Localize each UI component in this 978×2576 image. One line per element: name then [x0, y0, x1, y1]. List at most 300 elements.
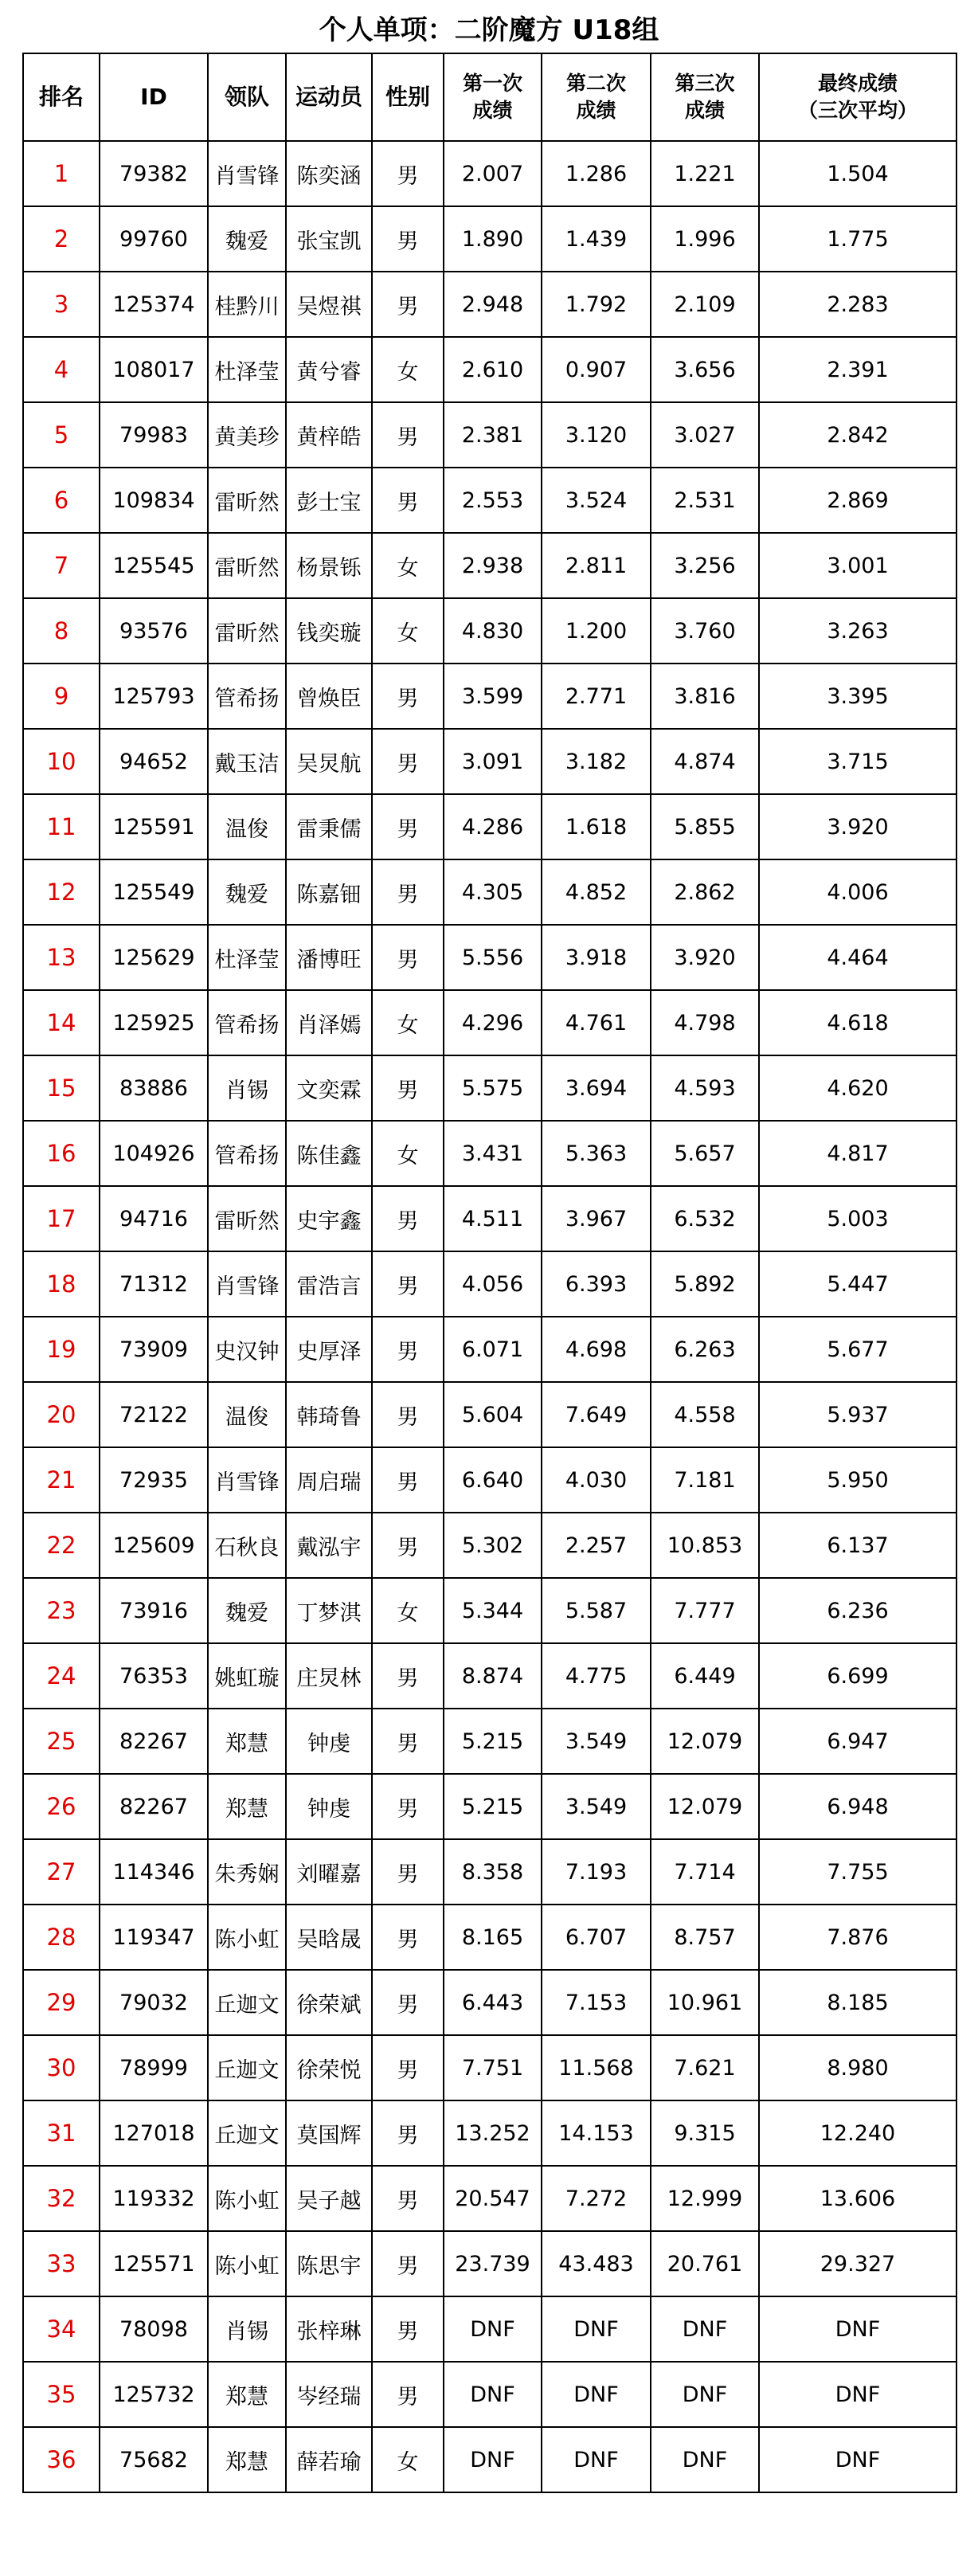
athlete-cell: 韩琦鲁 [286, 1382, 372, 1447]
table-row [23, 141, 956, 206]
final-cell: 3.920 [759, 794, 956, 859]
round1-cell: 4.305 [444, 859, 542, 925]
table-row [23, 1905, 956, 1970]
id-cell: 125571 [100, 2231, 208, 2296]
gender-cell: 男 [372, 1643, 444, 1709]
gender-cell: 男 [372, 2100, 444, 2166]
rank-cell: 32 [23, 2166, 100, 2231]
header-round3-line1: 第三次 [675, 72, 735, 95]
id-cell: 125629 [100, 925, 208, 990]
round2-cell: 4.775 [542, 1643, 651, 1709]
final-cell: 3.001 [759, 533, 956, 598]
round3-cell: 9.315 [651, 2100, 759, 2166]
round1-cell: 8.358 [444, 1839, 542, 1905]
gender-cell: 男 [372, 1382, 444, 1447]
round3-cell: 7.181 [651, 1447, 759, 1513]
table-row [23, 1121, 956, 1186]
gender-cell: 女 [372, 990, 444, 1055]
leader-cell: 朱秀娴 [208, 1839, 286, 1905]
table-row [23, 729, 956, 794]
round1-cell: 6.443 [444, 1970, 542, 2035]
leader-cell: 郑慧 [208, 2362, 286, 2427]
rank-cell: 12 [23, 859, 100, 925]
athlete-cell: 陈佳鑫 [286, 1121, 372, 1186]
gender-cell: 女 [372, 1578, 444, 1643]
round3-cell: 2.531 [651, 468, 759, 533]
leader-cell: 魏爱 [208, 859, 286, 925]
athlete-cell: 雷浩言 [286, 1251, 372, 1317]
round2-cell: 3.549 [542, 1709, 651, 1774]
id-cell: 119347 [100, 1905, 208, 1970]
athlete-cell: 戴泓宇 [286, 1513, 372, 1578]
table-row [23, 990, 956, 1055]
round2-cell: 1.286 [542, 141, 651, 206]
round1-cell: 4.830 [444, 598, 542, 664]
round1-cell: DNF [444, 2427, 542, 2492]
id-cell: 79983 [100, 402, 208, 468]
leader-cell: 丘迦文 [208, 2100, 286, 2166]
leader-cell: 雷昕然 [208, 598, 286, 664]
round1-cell: 2.007 [444, 141, 542, 206]
final-cell: 6.948 [759, 1774, 956, 1839]
athlete-cell: 薛若瑜 [286, 2427, 372, 2492]
athlete-cell: 周启瑞 [286, 1447, 372, 1513]
round3-cell: DNF [651, 2362, 759, 2427]
round1-cell: 13.252 [444, 2100, 542, 2166]
header-round1-line1: 第一次 [462, 72, 522, 95]
header-leader: 领队 [208, 53, 286, 141]
final-cell: 2.391 [759, 337, 956, 402]
final-cell: 6.947 [759, 1709, 956, 1774]
round2-cell: 7.193 [542, 1839, 651, 1905]
gender-cell: 男 [372, 1905, 444, 1970]
id-cell: 71312 [100, 1251, 208, 1317]
rank-cell: 6 [23, 468, 100, 533]
rank-cell: 35 [23, 2362, 100, 2427]
round1-cell: 5.556 [444, 925, 542, 990]
athlete-cell: 吴子越 [286, 2166, 372, 2231]
table-row [23, 664, 956, 729]
id-cell: 99760 [100, 206, 208, 272]
rank-cell: 16 [23, 1121, 100, 1186]
round2-cell: 3.120 [542, 402, 651, 468]
final-cell: 3.263 [759, 598, 956, 664]
round1-cell: 5.215 [444, 1774, 542, 1839]
athlete-cell: 雷秉儒 [286, 794, 372, 859]
header-round3-line2: 成绩 [684, 99, 725, 122]
table-row [23, 1643, 956, 1709]
leader-cell: 杜泽莹 [208, 925, 286, 990]
athlete-cell: 庄炅林 [286, 1643, 372, 1709]
final-cell: 4.620 [759, 1055, 956, 1121]
round2-cell: 3.694 [542, 1055, 651, 1121]
athlete-cell: 文奕霖 [286, 1055, 372, 1121]
table-row [23, 1251, 956, 1317]
final-cell: 5.003 [759, 1186, 956, 1251]
gender-cell: 男 [372, 141, 444, 206]
final-cell: 6.699 [759, 1643, 956, 1709]
round3-cell: 3.920 [651, 925, 759, 990]
round1-cell: 4.056 [444, 1251, 542, 1317]
round2-cell: 7.649 [542, 1382, 651, 1447]
gender-cell: 男 [372, 2035, 444, 2100]
rank-cell: 10 [23, 729, 100, 794]
final-cell: 12.240 [759, 2100, 956, 2166]
id-cell: 108017 [100, 337, 208, 402]
round1-cell: 1.890 [444, 206, 542, 272]
table-row [23, 1317, 956, 1382]
rank-cell: 31 [23, 2100, 100, 2166]
round3-cell: 2.862 [651, 859, 759, 925]
athlete-cell: 吴煜祺 [286, 272, 372, 337]
table-header [23, 53, 956, 141]
leader-cell: 陈小虹 [208, 2231, 286, 2296]
rank-cell: 17 [23, 1186, 100, 1251]
round1-cell: 20.547 [444, 2166, 542, 2231]
header-row [23, 53, 956, 141]
gender-cell: 男 [372, 1447, 444, 1513]
final-cell: 7.876 [759, 1905, 956, 1970]
athlete-cell: 肖泽嫣 [286, 990, 372, 1055]
athlete-cell: 钟虔 [286, 1774, 372, 1839]
leader-cell: 戴玉洁 [208, 729, 286, 794]
round3-cell: 6.532 [651, 1186, 759, 1251]
athlete-cell: 黄梓皓 [286, 402, 372, 468]
leader-cell: 雷昕然 [208, 533, 286, 598]
round3-cell: 3.760 [651, 598, 759, 664]
round1-cell: 4.286 [444, 794, 542, 859]
round2-cell: 4.852 [542, 859, 651, 925]
round3-cell: 7.621 [651, 2035, 759, 2100]
round3-cell: 12.079 [651, 1709, 759, 1774]
final-cell: DNF [759, 2296, 956, 2362]
athlete-cell: 丁梦淇 [286, 1578, 372, 1643]
table-row [23, 2035, 956, 2100]
round3-cell: 8.757 [651, 1905, 759, 1970]
id-cell: 125925 [100, 990, 208, 1055]
round1-cell: 8.165 [444, 1905, 542, 1970]
leader-cell: 郑慧 [208, 1709, 286, 1774]
round3-cell: 4.593 [651, 1055, 759, 1121]
round3-cell: 5.657 [651, 1121, 759, 1186]
round2-cell: 3.549 [542, 1774, 651, 1839]
id-cell: 75682 [100, 2427, 208, 2492]
round3-cell: 4.874 [651, 729, 759, 794]
table-body [23, 141, 956, 2492]
round1-cell: 3.091 [444, 729, 542, 794]
final-cell: 1.775 [759, 206, 956, 272]
header-round2-line1: 第二次 [565, 72, 626, 95]
round2-cell: 5.363 [542, 1121, 651, 1186]
round1-cell: 3.431 [444, 1121, 542, 1186]
table-row [23, 2296, 956, 2362]
header-final [759, 53, 956, 141]
round1-cell: 2.553 [444, 468, 542, 533]
round2-cell: DNF [542, 2362, 651, 2427]
leader-cell: 石秋良 [208, 1513, 286, 1578]
final-cell: 8.980 [759, 2035, 956, 2100]
table-row [23, 1447, 956, 1513]
round2-cell: 14.153 [542, 2100, 651, 2166]
gender-cell: 男 [372, 1513, 444, 1578]
leader-cell: 桂黔川 [208, 272, 286, 337]
header-round2 [542, 53, 651, 141]
rank-cell: 36 [23, 2427, 100, 2492]
round1-cell: DNF [444, 2296, 542, 2362]
id-cell: 93576 [100, 598, 208, 664]
round3-cell: 1.221 [651, 141, 759, 206]
final-cell: 5.937 [759, 1382, 956, 1447]
header-athlete: 运动员 [286, 53, 372, 141]
gender-cell: 女 [372, 598, 444, 664]
round2-cell: 3.524 [542, 468, 651, 533]
athlete-cell: 莫国辉 [286, 2100, 372, 2166]
athlete-cell: 钟虔 [286, 1709, 372, 1774]
round3-cell: 10.961 [651, 1970, 759, 2035]
gender-cell: 男 [372, 859, 444, 925]
rank-cell: 21 [23, 1447, 100, 1513]
header-final-line1: 最终成绩 [817, 72, 898, 95]
round1-cell: 2.938 [444, 533, 542, 598]
id-cell: 94652 [100, 729, 208, 794]
table-row [23, 206, 956, 272]
round1-cell: 6.071 [444, 1317, 542, 1382]
leader-cell: 黄美珍 [208, 402, 286, 468]
rank-cell: 29 [23, 1970, 100, 2035]
id-cell: 73916 [100, 1578, 208, 1643]
round2-cell: DNF [542, 2296, 651, 2362]
leader-cell: 丘迦文 [208, 1970, 286, 2035]
final-cell: 4.618 [759, 990, 956, 1055]
rank-cell: 23 [23, 1578, 100, 1643]
table-row [23, 794, 956, 859]
header-final-line2: （三次平均） [797, 99, 917, 122]
leader-cell: 魏爱 [208, 206, 286, 272]
results-table [22, 53, 957, 2493]
rank-cell: 18 [23, 1251, 100, 1317]
gender-cell: 男 [372, 1317, 444, 1382]
leader-cell: 陈小虹 [208, 1905, 286, 1970]
round2-cell: DNF [542, 2427, 651, 2492]
rank-cell: 26 [23, 1774, 100, 1839]
id-cell: 125374 [100, 272, 208, 337]
round1-cell: 8.874 [444, 1643, 542, 1709]
round3-cell: 1.996 [651, 206, 759, 272]
rank-cell: 9 [23, 664, 100, 729]
round1-cell: 5.575 [444, 1055, 542, 1121]
final-cell: DNF [759, 2362, 956, 2427]
athlete-cell: 岑经瑞 [286, 2362, 372, 2427]
leader-cell: 管希扬 [208, 1121, 286, 1186]
leader-cell: 温俊 [208, 1382, 286, 1447]
round1-cell: 5.604 [444, 1382, 542, 1447]
header-id: ID [100, 53, 208, 141]
round2-cell: 1.439 [542, 206, 651, 272]
round2-cell: 3.918 [542, 925, 651, 990]
table-row [23, 337, 956, 402]
header-round1 [444, 53, 542, 141]
table-row [23, 859, 956, 925]
table-row [23, 2100, 956, 2166]
round2-cell: 4.698 [542, 1317, 651, 1382]
round1-cell: 7.751 [444, 2035, 542, 2100]
table-row [23, 1970, 956, 2035]
leader-cell: 温俊 [208, 794, 286, 859]
leader-cell: 陈小虹 [208, 2166, 286, 2231]
athlete-cell: 彭士宝 [286, 468, 372, 533]
id-cell: 72935 [100, 1447, 208, 1513]
gender-cell: 男 [372, 664, 444, 729]
athlete-cell: 吴炅航 [286, 729, 372, 794]
id-cell: 83886 [100, 1055, 208, 1121]
final-cell: 5.677 [759, 1317, 956, 1382]
rank-cell: 20 [23, 1382, 100, 1447]
gender-cell: 男 [372, 1055, 444, 1121]
rank-cell: 27 [23, 1839, 100, 1905]
round2-cell: 2.811 [542, 533, 651, 598]
id-cell: 125591 [100, 794, 208, 859]
rank-cell: 14 [23, 990, 100, 1055]
round3-cell: 6.263 [651, 1317, 759, 1382]
table-row [23, 2362, 956, 2427]
table-row [23, 2427, 956, 2492]
round1-cell: 4.511 [444, 1186, 542, 1251]
round2-cell: 1.792 [542, 272, 651, 337]
gender-cell: 男 [372, 1774, 444, 1839]
id-cell: 82267 [100, 1709, 208, 1774]
table-row [23, 402, 956, 468]
rank-cell: 22 [23, 1513, 100, 1578]
gender-cell: 男 [372, 1251, 444, 1317]
round1-cell: 2.610 [444, 337, 542, 402]
round1-cell: DNF [444, 2362, 542, 2427]
final-cell: 6.236 [759, 1578, 956, 1643]
final-cell: 2.869 [759, 468, 956, 533]
round3-cell: 5.855 [651, 794, 759, 859]
id-cell: 125549 [100, 859, 208, 925]
athlete-cell: 黄兮睿 [286, 337, 372, 402]
final-cell: 8.185 [759, 1970, 956, 2035]
rank-cell: 1 [23, 141, 100, 206]
round2-cell: 4.030 [542, 1447, 651, 1513]
id-cell: 125545 [100, 533, 208, 598]
round2-cell: 0.907 [542, 337, 651, 402]
id-cell: 78098 [100, 2296, 208, 2362]
gender-cell: 男 [372, 2362, 444, 2427]
header-round1-line2: 成绩 [472, 99, 513, 122]
leader-cell: 肖雪锋 [208, 141, 286, 206]
final-cell: 5.447 [759, 1251, 956, 1317]
gender-cell: 男 [372, 272, 444, 337]
round3-cell: 3.816 [651, 664, 759, 729]
athlete-cell: 徐荣斌 [286, 1970, 372, 2035]
round3-cell: 7.777 [651, 1578, 759, 1643]
final-cell: DNF [759, 2427, 956, 2492]
final-cell: 29.327 [759, 2231, 956, 2296]
round1-cell: 5.215 [444, 1709, 542, 1774]
round3-cell: 5.892 [651, 1251, 759, 1317]
round3-cell: 3.256 [651, 533, 759, 598]
rank-cell: 8 [23, 598, 100, 664]
round1-cell: 4.296 [444, 990, 542, 1055]
round2-cell: 3.967 [542, 1186, 651, 1251]
leader-cell: 管希扬 [208, 664, 286, 729]
gender-cell: 男 [372, 1970, 444, 2035]
leader-cell: 郑慧 [208, 2427, 286, 2492]
athlete-cell: 潘博旺 [286, 925, 372, 990]
round3-cell: 4.558 [651, 1382, 759, 1447]
header-round2-line2: 成绩 [576, 99, 616, 122]
round1-cell: 3.599 [444, 664, 542, 729]
rank-cell: 13 [23, 925, 100, 990]
table-row [23, 272, 956, 337]
leader-cell: 姚虹璇 [208, 1643, 286, 1709]
rank-cell: 5 [23, 402, 100, 468]
leader-cell: 郑慧 [208, 1774, 286, 1839]
round3-cell: 3.656 [651, 337, 759, 402]
table-row [23, 2166, 956, 2231]
round2-cell: 7.153 [542, 1970, 651, 2035]
id-cell: 114346 [100, 1839, 208, 1905]
round2-cell: 1.200 [542, 598, 651, 664]
table-row [23, 533, 956, 598]
round3-cell: 20.761 [651, 2231, 759, 2296]
gender-cell: 女 [372, 533, 444, 598]
round3-cell: 3.027 [651, 402, 759, 468]
gender-cell: 男 [372, 2231, 444, 2296]
id-cell: 125732 [100, 2362, 208, 2427]
round2-cell: 11.568 [542, 2035, 651, 2100]
gender-cell: 男 [372, 2296, 444, 2362]
table-row [23, 925, 956, 990]
id-cell: 127018 [100, 2100, 208, 2166]
table-row [23, 1055, 956, 1121]
athlete-cell: 刘曜嘉 [286, 1839, 372, 1905]
gender-cell: 女 [372, 337, 444, 402]
table-row [23, 1839, 956, 1905]
round3-cell: 10.853 [651, 1513, 759, 1578]
gender-cell: 男 [372, 468, 444, 533]
round2-cell: 1.618 [542, 794, 651, 859]
round1-cell: 2.948 [444, 272, 542, 337]
gender-cell: 男 [372, 794, 444, 859]
table-row [23, 1709, 956, 1774]
final-cell: 6.137 [759, 1513, 956, 1578]
athlete-cell: 曾焕臣 [286, 664, 372, 729]
round3-cell: 12.999 [651, 2166, 759, 2231]
gender-cell: 男 [372, 925, 444, 990]
round3-cell: 6.449 [651, 1643, 759, 1709]
id-cell: 94716 [100, 1186, 208, 1251]
final-cell: 13.606 [759, 2166, 956, 2231]
round3-cell: DNF [651, 2427, 759, 2492]
id-cell: 125609 [100, 1513, 208, 1578]
gender-cell: 男 [372, 1709, 444, 1774]
round1-cell: 6.640 [444, 1447, 542, 1513]
final-cell: 1.504 [759, 141, 956, 206]
round2-cell: 3.182 [542, 729, 651, 794]
round1-cell: 2.381 [444, 402, 542, 468]
leader-cell: 肖锡 [208, 2296, 286, 2362]
rank-cell: 30 [23, 2035, 100, 2100]
table-row [23, 1186, 956, 1251]
table-row [23, 1578, 956, 1643]
athlete-cell: 张梓琳 [286, 2296, 372, 2362]
rank-cell: 3 [23, 272, 100, 337]
gender-cell: 男 [372, 1186, 444, 1251]
round2-cell: 43.483 [542, 2231, 651, 2296]
rank-cell: 19 [23, 1317, 100, 1382]
